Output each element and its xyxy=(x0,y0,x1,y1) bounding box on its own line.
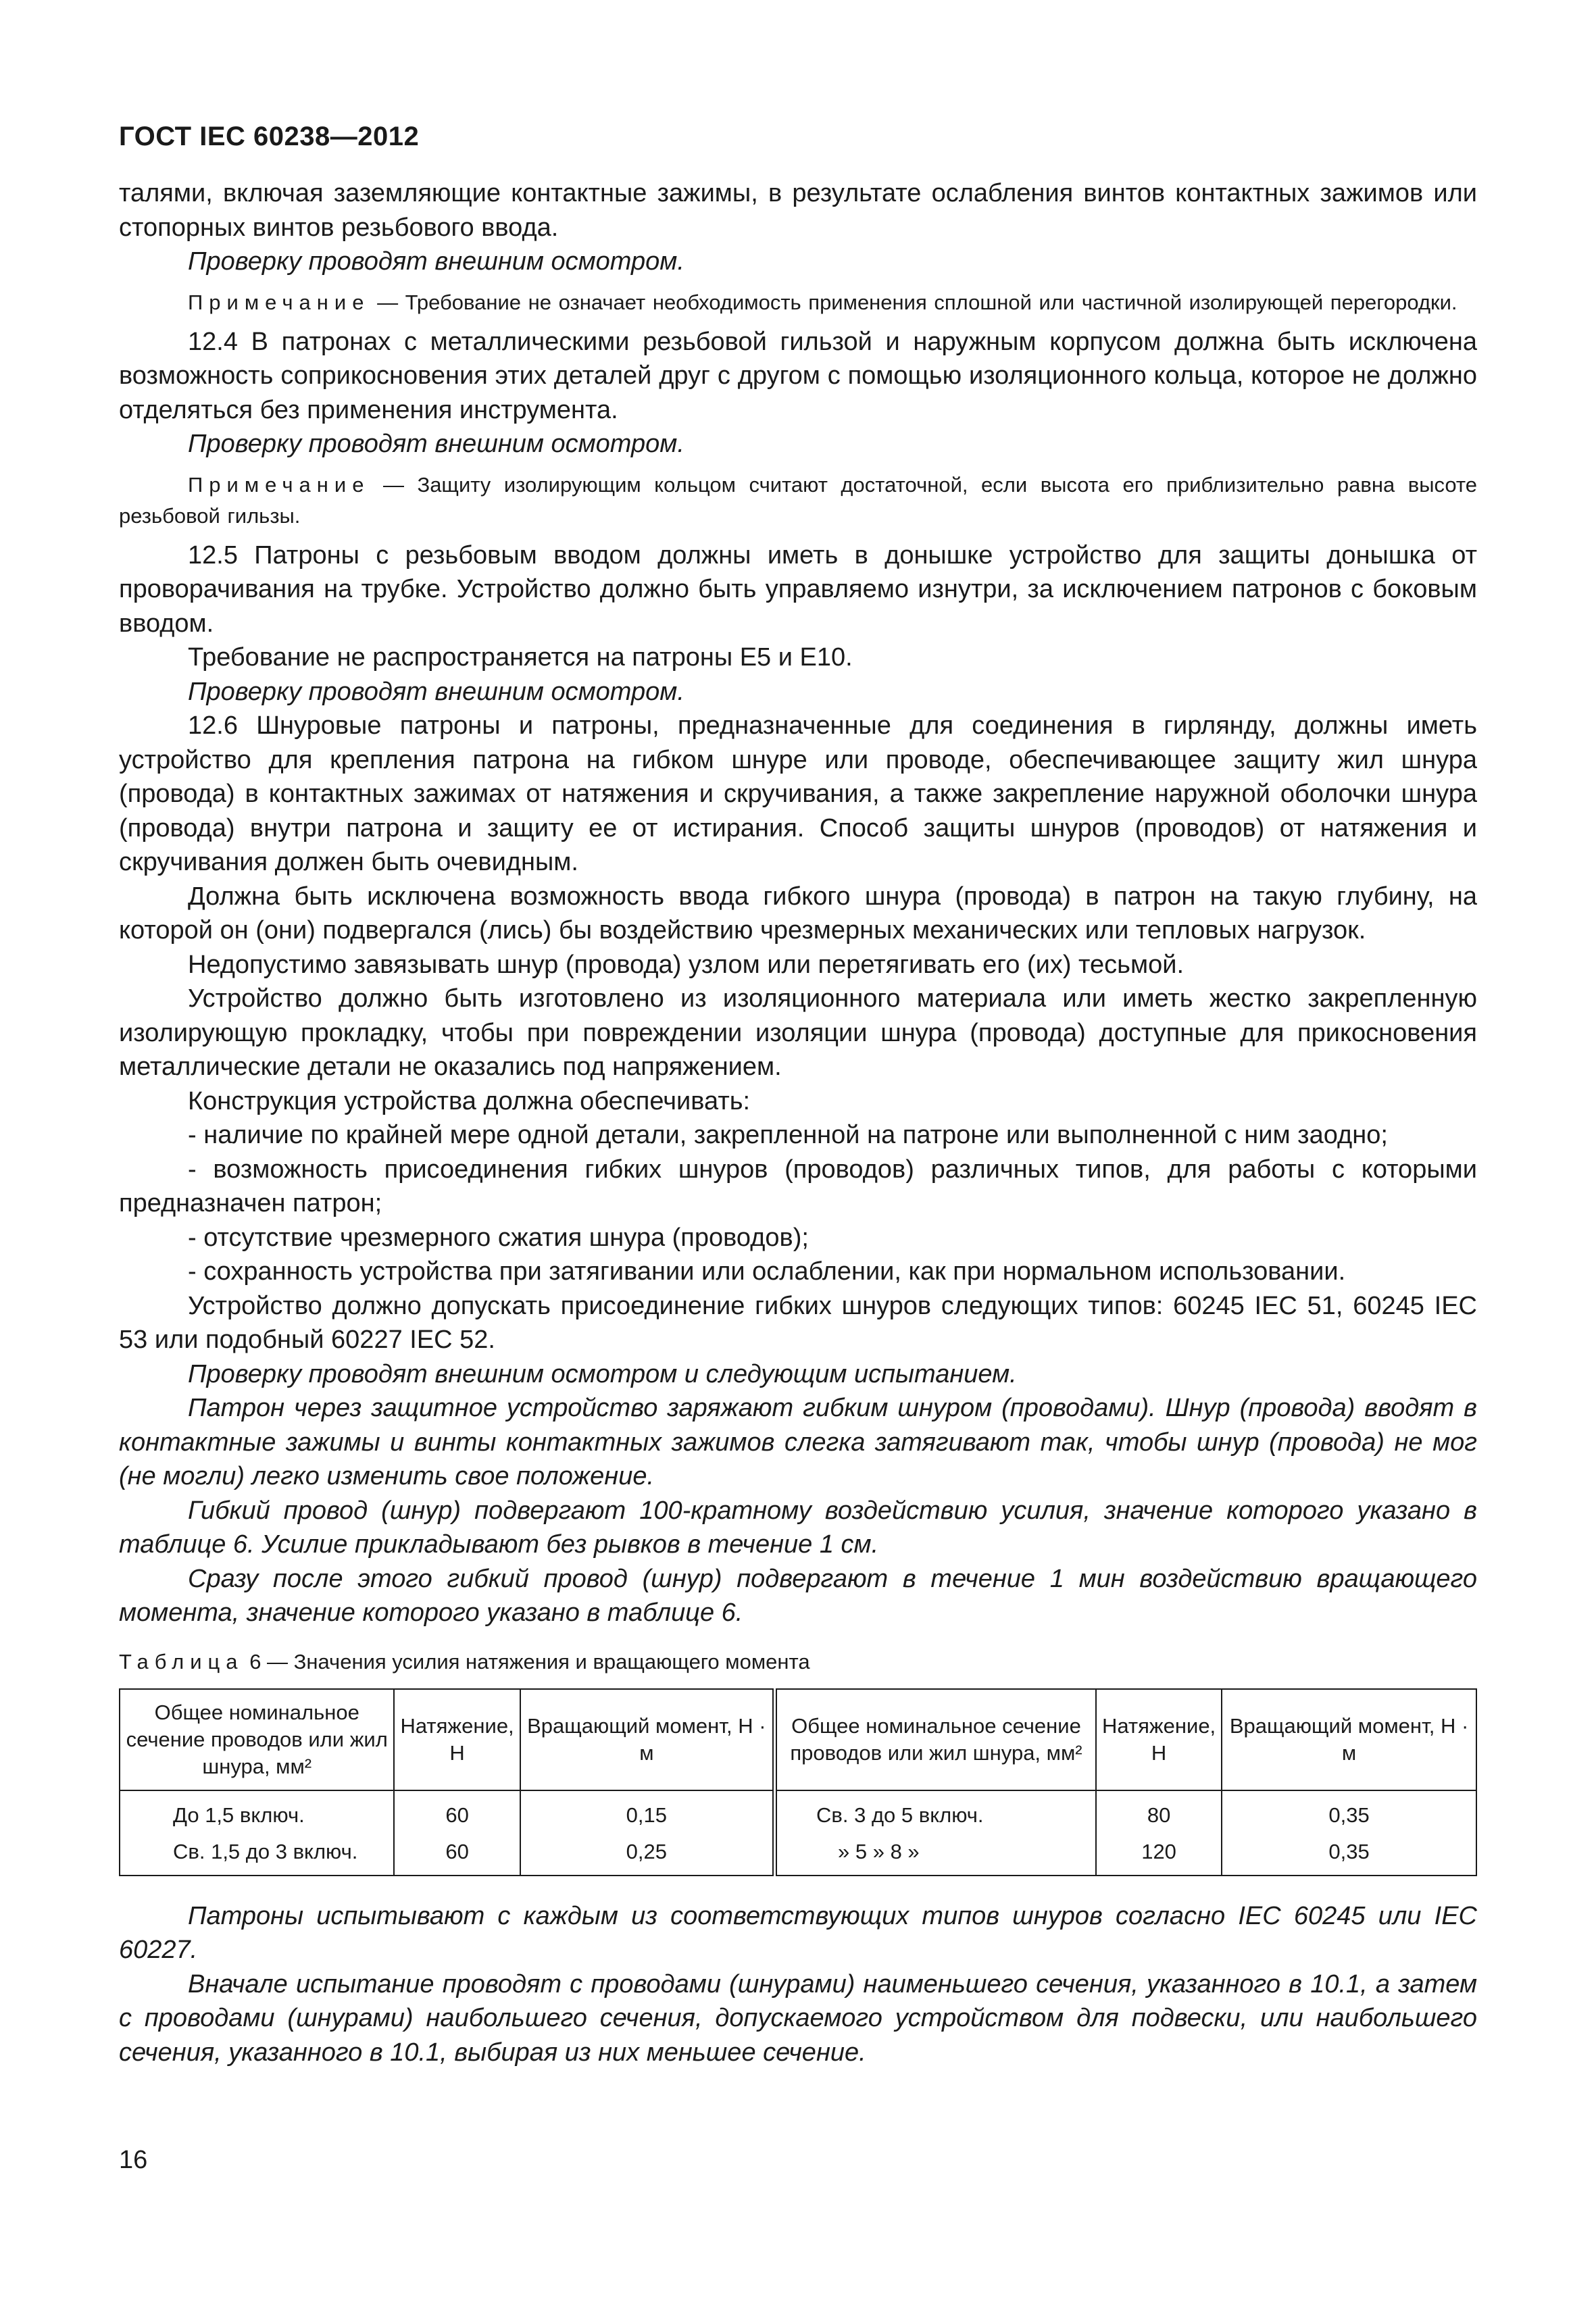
paragraph: Конструкция устройства должна обеспечивать: xyxy=(188,1086,751,1115)
cell-section: Св. 3 до 5 включ. xyxy=(775,1790,1096,1838)
note-text: — Требование не означает необходимость применения сплошной или частичной изолирующей перегородки. xyxy=(377,290,1457,314)
cell-section: » 5 » 8 » xyxy=(775,1838,1096,1876)
table-label: Таблица xyxy=(119,1649,244,1674)
test-paragraph: Вначале испытание проводят с проводами (шнурами) наименьшего сечения, указанного в 10.1, а затем с проводами (шнурами) наибольшего сечения, допускаемого устройством для подвески, или наибольшего сечения, указанного в 10.1, выбирая из них меньшее сечение. xyxy=(119,1969,1477,2067)
header-torque: Вращающий момент, Н · м xyxy=(520,1689,775,1790)
cell-torque: 0,35 xyxy=(1222,1838,1476,1876)
list-item: - отсутствие чрезмерного сжатия шнура (проводов); xyxy=(188,1223,809,1252)
table-row xyxy=(120,1790,1476,1838)
document-page xyxy=(119,122,1477,2069)
check-paragraph: Проверку проводят внешним осмотром. xyxy=(188,247,684,276)
test-paragraph: Патроны испытывают с каждым из соответствующих типов шнуров согласно IEC 60245 или IEC 60227. xyxy=(119,1901,1477,1964)
header-section: Общее номинальное сечение проводов или жил шнура, мм² xyxy=(120,1689,394,1790)
test-paragraph: Гибкий провод (шнур) подвергают 100-кратному воздействию усилия, значение которого указано в таблице 6. Усилие прикладывают без рывков в течение 1 см. xyxy=(119,1496,1477,1559)
table-row xyxy=(120,1838,1476,1876)
header-section: Общее номинальное сечение проводов или жил шнура, мм² xyxy=(775,1689,1096,1790)
check-paragraph: Проверку проводят внешним осмотром. xyxy=(188,430,684,458)
header-tension: Натяжение, Н xyxy=(394,1689,520,1790)
clause-12-5: 12.5 Патроны с резьбовым вводом должны иметь в донышке устройство для защиты донышка от проворачивания на трубке. Устройство должно быть управляемо изнутри, за исключением патронов с боковым вводом. xyxy=(119,540,1477,638)
paragraph: Требование не распространяется на патроны Е5 и Е10. xyxy=(188,643,853,672)
header-torque: Вращающий момент, Н · м xyxy=(1222,1689,1476,1790)
test-paragraph: Сразу после этого гибкий провод (шнур) подвергают в течение 1 мин воздействию вращающего момента, значение которого указано в таблице 6. xyxy=(119,1564,1477,1627)
note-label: Примечание xyxy=(188,472,370,497)
document-header: ГОСТ IEC 60238—2012 xyxy=(119,122,420,151)
paragraph: талями, включая заземляющие контактные зажимы, в результате ослабления винтов контактных зажимов или стопорных винтов резьбового ввода. xyxy=(119,179,1477,242)
table-header-row xyxy=(120,1689,1476,1790)
check-paragraph: Проверку проводят внешним осмотром и следующим испытанием. xyxy=(188,1359,1017,1388)
table-6 xyxy=(119,1688,1477,1876)
clause-12-4: 12.4 В патронах с металлическими резьбовой гильзой и наружным корпусом должна быть исключена возможность соприкосновения этих деталей друг с другом с помощью изоляционного кольца, которое не должно отделяться без применения инструмента. xyxy=(119,327,1477,424)
page-number: 16 xyxy=(119,2146,148,2174)
cell-section: Св. 1,5 до 3 включ. xyxy=(120,1838,394,1876)
paragraph: Устройство должно допускать присоединение гибких шнуров следующих типов: 60245 IEC 51, 60245 IEC 53 или подобный 60227 IEC 52. xyxy=(119,1291,1477,1354)
clause-12-6: 12.6 Шнуровые патроны и патроны, предназначенные для соединения в гирлянду, должны иметь устройство для крепления патрона на гибком шнуре или проводе, обеспечивающее защиту жил шнура (провода) в контактных зажимах от натяжения и скручивания, а также закрепление наружной оболочки шнура (провода) внутри патрона и защиту ее от истирания. Способ защиты шнуров (проводов) от натяжения и скручивания должен быть очевидным. xyxy=(119,711,1477,876)
cell-tension: 60 xyxy=(394,1838,520,1876)
paragraph: Должна быть исключена возможность ввода гибкого шнура (провода) в патрон на такую глубину, на которой он (они) подвергался (лись) бы воздействию чрезмерных механических или тепловых нагрузок. xyxy=(119,882,1477,945)
cell-torque: 0,15 xyxy=(520,1790,775,1838)
cell-section: До 1,5 включ. xyxy=(120,1790,394,1838)
header-tension: Натяжение, Н xyxy=(1096,1689,1222,1790)
cell-tension: 120 xyxy=(1096,1838,1222,1876)
note-text: — Защиту изолирующим кольцом считают достаточной, если высота его приблизительно равна высоте резьбовой гильзы. xyxy=(119,472,1477,528)
note xyxy=(119,470,1477,532)
check-paragraph: Проверку проводят внешним осмотром. xyxy=(188,677,684,706)
cell-torque: 0,35 xyxy=(1222,1790,1476,1838)
note xyxy=(119,287,1477,318)
table-caption-text: 6 — Значения усилия натяжения и вращающего момента xyxy=(249,1649,810,1674)
test-paragraph: Патрон через защитное устройство заряжают гибким шнуром (проводами). Шнур (провода) вводят в контактные зажимы и винты контактных зажимов слегка затягивают так, чтобы шнур (провода) не мог (не могли) легко изменить свое положение. xyxy=(119,1394,1477,1490)
table-caption xyxy=(119,1646,1477,1678)
list-item: - возможность присоединения гибких шнуров (проводов) различных типов, для работы с которыми предназначен патрон; xyxy=(119,1155,1477,1217)
cell-tension: 80 xyxy=(1096,1790,1222,1838)
note-label: Примечание xyxy=(188,290,370,314)
list-item: - сохранность устройства при затягивании или ослаблении, как при нормальном использовании. xyxy=(188,1257,1346,1286)
cell-tension: 60 xyxy=(394,1790,520,1838)
cell-torque: 0,25 xyxy=(520,1838,775,1876)
paragraph: Недопустимо завязывать шнур (провода) узлом или перетягивать его (их) тесьмой. xyxy=(188,950,1184,979)
paragraph: Устройство должно быть изготовлено из изоляционного материала или иметь жестко закрепленную изолирующую прокладку, чтобы при повреждении изоляции шнура (провода) доступные для прикосновения металлические детали не оказались под напряжением. xyxy=(119,984,1477,1081)
list-item: - наличие по крайней мере одной детали, закрепленной на патроне или выполненной с ним заодно; xyxy=(188,1121,1388,1149)
